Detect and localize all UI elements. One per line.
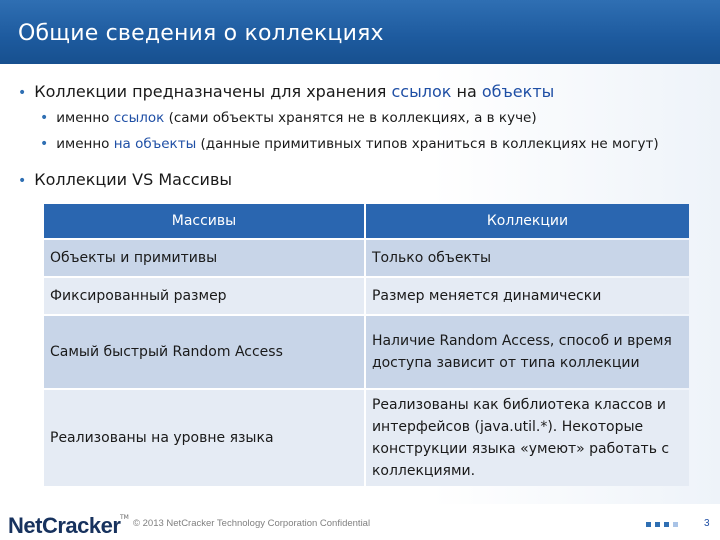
column-header-collections: Коллекции bbox=[366, 204, 689, 238]
dot-icon bbox=[646, 522, 651, 527]
dot-icon bbox=[673, 522, 678, 527]
slide-header bbox=[0, 0, 720, 64]
bullet-collections-purpose bbox=[18, 82, 554, 101]
netcracker-logo: NetCracker bbox=[8, 513, 121, 538]
comparison-table bbox=[42, 202, 691, 488]
sub-bullet-prefix: именно bbox=[56, 136, 114, 152]
table-row bbox=[44, 390, 689, 486]
bullet-collections-vs-arrays bbox=[18, 170, 232, 189]
table-cell: Фиксированный размер bbox=[44, 278, 364, 314]
bullet-text: Коллекции VS Массивы bbox=[34, 170, 232, 189]
bullet-dot-icon: • bbox=[18, 85, 27, 101]
progress-dots-icon bbox=[646, 522, 678, 527]
table-header-row bbox=[44, 204, 689, 238]
copyright-text: © 2013 NetCracker Technology Corporation Confidential bbox=[133, 518, 371, 529]
sub-bullet-suffix: (сами объекты хранятся не в коллекциях, а в куче) bbox=[164, 110, 537, 126]
sub-bullet-objects bbox=[40, 136, 659, 152]
slide-footer bbox=[0, 504, 720, 540]
table-cell: Реализованы как библиотека классов и интерфейсов (java.util.*). Некоторые конструкции языка «умеют» работать с коллекциями. bbox=[366, 390, 689, 486]
table-cell: Только объекты bbox=[366, 240, 689, 276]
table-row bbox=[44, 240, 689, 276]
table-row bbox=[44, 316, 689, 388]
bullet-dot-icon: • bbox=[18, 173, 27, 189]
dot-icon bbox=[664, 522, 669, 527]
table-cell: Самый быстрый Random Access bbox=[44, 316, 364, 388]
bullet-text-mid: на bbox=[451, 82, 482, 101]
table-cell: Размер меняется динамически bbox=[366, 278, 689, 314]
highlight-objects: объекты bbox=[481, 82, 555, 101]
table-cell: Наличие Random Access, способ и время доступа зависит от типа коллекции bbox=[366, 316, 689, 388]
column-header-arrays: Массивы bbox=[44, 204, 364, 238]
table-cell: Объекты и примитивы bbox=[44, 240, 364, 276]
highlight-links: ссылок bbox=[391, 82, 452, 101]
highlight-on-objects: на объекты bbox=[113, 136, 197, 152]
highlight-links: ссылок bbox=[113, 110, 165, 126]
table-row bbox=[44, 278, 689, 314]
sub-bullet-links bbox=[40, 110, 537, 126]
bullet-text: Коллекции предназначены для хранения bbox=[34, 82, 392, 101]
slide-title: Общие сведения о коллекциях bbox=[18, 21, 384, 46]
trademark-mark: TM bbox=[120, 514, 129, 521]
bullet-dot-icon: • bbox=[40, 136, 49, 152]
table-cell: Реализованы на уровне языка bbox=[44, 390, 364, 486]
page-number: 3 bbox=[704, 518, 710, 529]
dot-icon bbox=[655, 522, 660, 527]
sub-bullet-prefix: именно bbox=[56, 110, 114, 126]
sub-bullet-suffix: (данные примитивных типов храниться в коллекциях не могут) bbox=[196, 136, 659, 152]
bullet-dot-icon: • bbox=[40, 110, 49, 126]
